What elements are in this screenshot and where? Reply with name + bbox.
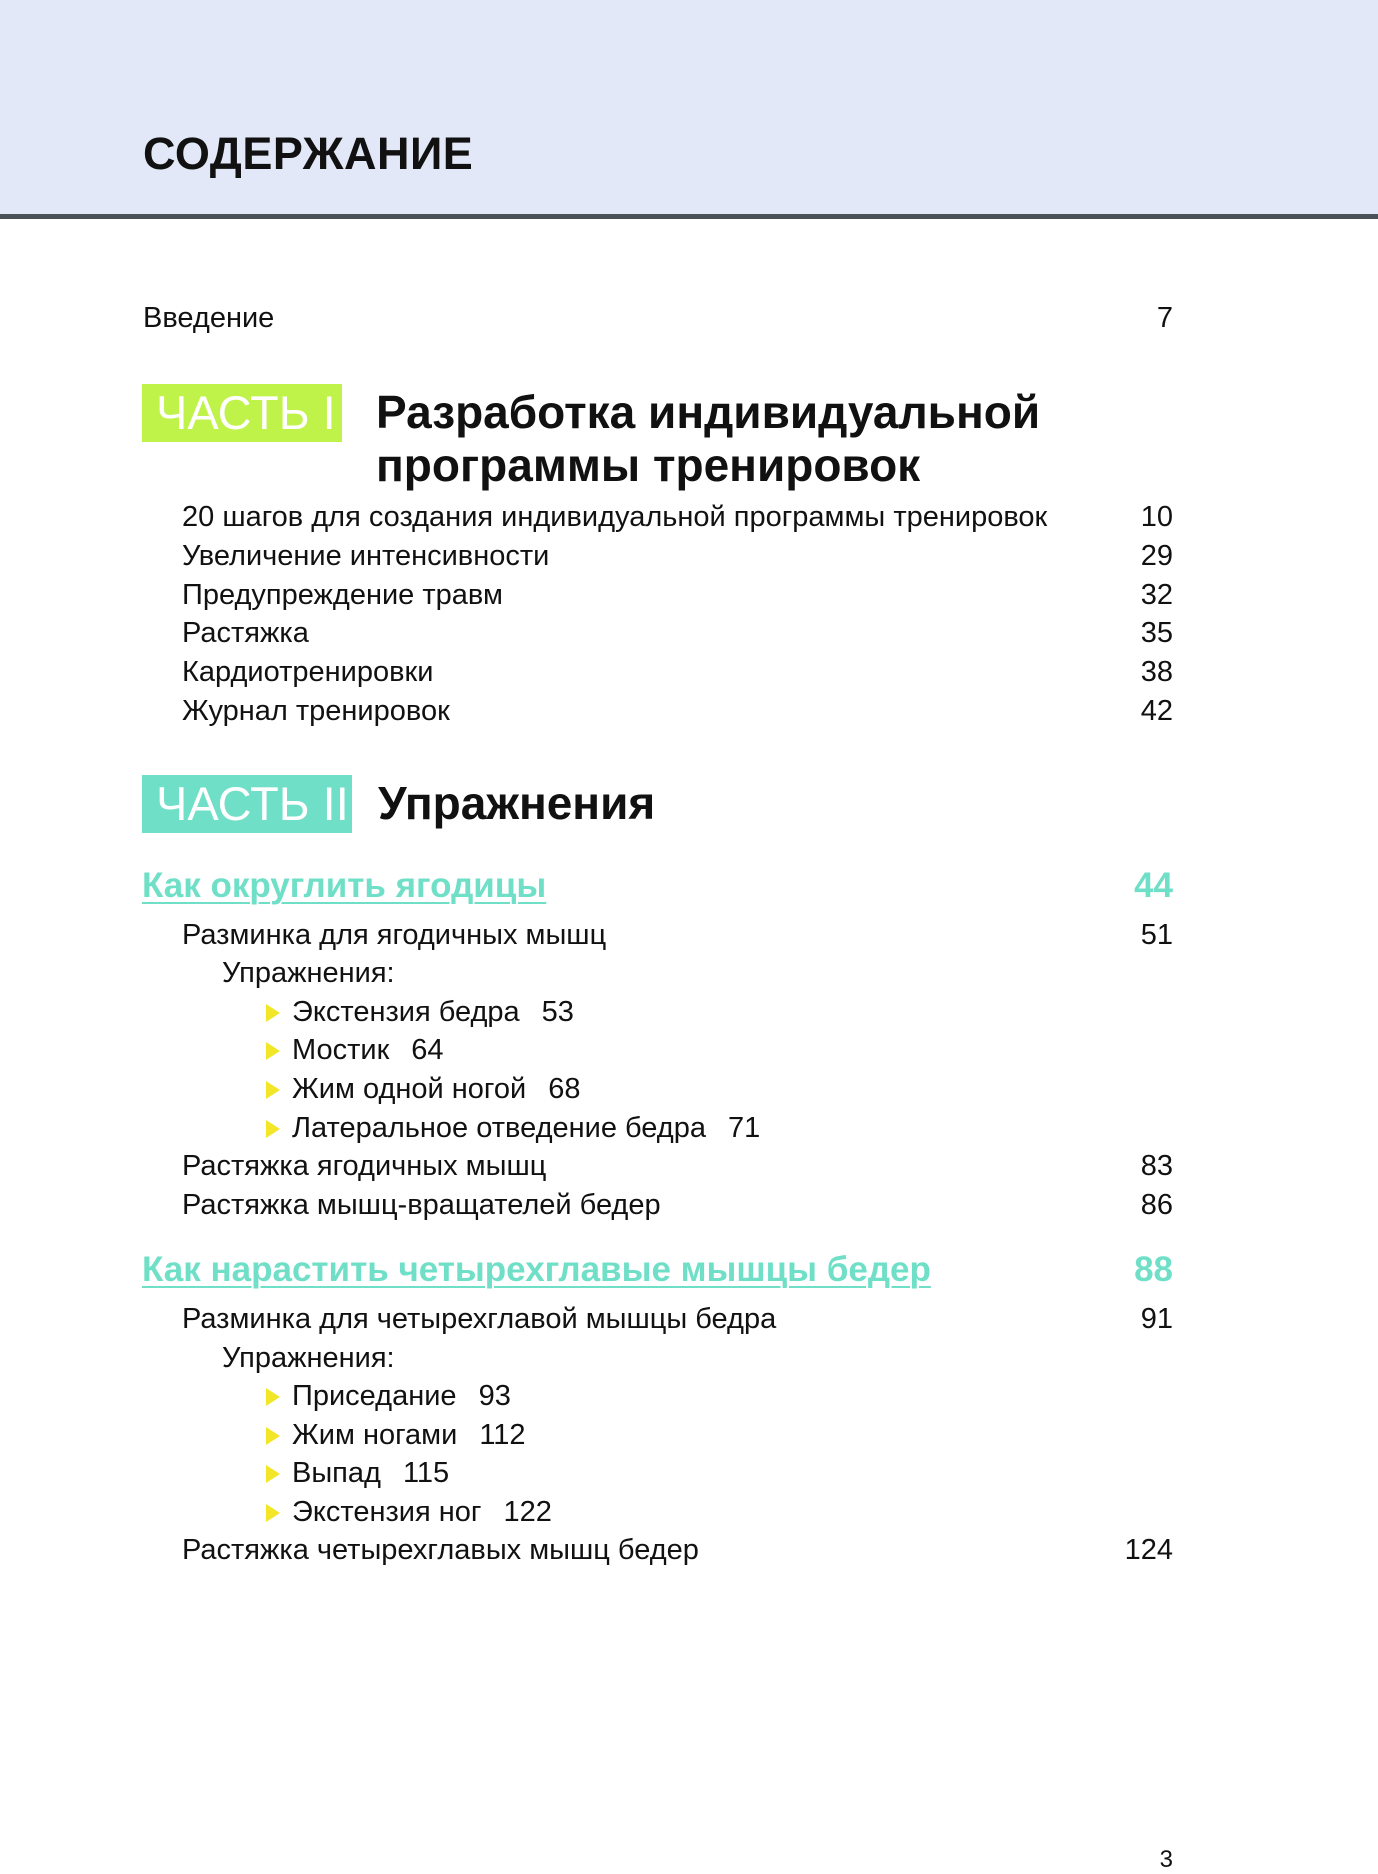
triangle-bullet-icon — [266, 1427, 280, 1445]
toc-entry[interactable]: 20 шагов для создания индивидуальной программы тренировок — [182, 501, 1048, 533]
toc-entry-warmup[interactable]: Разминка для четырехглавой мышцы бедра — [182, 1303, 777, 1335]
triangle-bullet-icon — [266, 1004, 280, 1022]
toc-page: 51 — [1140, 919, 1173, 951]
toc-page: 86 — [1140, 1189, 1173, 1221]
toc-page: 83 — [1140, 1150, 1173, 1182]
part1-title-line2: программы тренировок — [376, 439, 921, 491]
toc-page: 35 — [1140, 617, 1173, 649]
toc-page: 42 — [1140, 695, 1173, 727]
part1-badge: ЧАСТЬ I — [142, 384, 342, 442]
exercise-item[interactable]: Экстензия бедра 53 — [266, 995, 574, 1029]
triangle-bullet-icon — [266, 1504, 280, 1522]
footer-page-number: 3 — [1159, 1846, 1173, 1873]
toc-page: 124 — [1124, 1534, 1173, 1566]
toc-entry-stretch[interactable]: Растяжка четырехглавых мышц бедер — [182, 1534, 699, 1566]
exercises-label: Упражнения: — [222, 957, 395, 989]
triangle-bullet-icon — [266, 1081, 280, 1099]
toc-entry[interactable]: Журнал тренировок — [182, 695, 450, 727]
section-page: 44 — [1134, 866, 1173, 905]
toc-page: 32 — [1140, 579, 1173, 611]
toc-entry-stretch[interactable]: Растяжка мышц-вращателей бедер — [182, 1189, 661, 1221]
toc-entry[interactable]: Кардиотренировки — [182, 656, 434, 688]
exercise-item[interactable]: Латеральное отведение бедра 71 — [266, 1111, 760, 1145]
exercise-item[interactable]: Выпад 115 — [266, 1456, 449, 1490]
toc-page: 38 — [1140, 656, 1173, 688]
toc-entry-intro[interactable]: Введение — [143, 302, 275, 334]
toc-entry[interactable]: Растяжка — [182, 617, 309, 649]
section-heading[interactable]: Как округлить ягодицы — [142, 866, 547, 905]
toc-entry-stretch[interactable]: Растяжка ягодичных мышц — [182, 1150, 547, 1182]
exercise-item[interactable]: Экстензия ног 122 — [266, 1495, 552, 1529]
toc-page: 10 — [1140, 501, 1173, 533]
triangle-bullet-icon — [266, 1388, 280, 1406]
toc-entry[interactable]: Увеличение интенсивности — [182, 540, 550, 572]
toc-page: 29 — [1140, 540, 1173, 572]
header-band — [0, 0, 1378, 219]
exercise-item[interactable]: Жим ногами 112 — [266, 1418, 526, 1452]
part1-title-line1: Разработка индивидуальной — [376, 386, 1041, 438]
triangle-bullet-icon — [266, 1120, 280, 1138]
toc-entry-warmup[interactable]: Разминка для ягодичных мышц — [182, 919, 607, 951]
part2-badge: ЧАСТЬ II — [142, 775, 352, 833]
page-title: СОДЕРЖАНИЕ — [143, 128, 474, 179]
part2-title: Упражнения — [378, 777, 656, 829]
triangle-bullet-icon — [266, 1042, 280, 1060]
exercise-item[interactable]: Жим одной ногой 68 — [266, 1072, 580, 1106]
exercises-label: Упражнения: — [222, 1342, 395, 1374]
exercise-item[interactable]: Мостик 64 — [266, 1033, 444, 1067]
toc-entry[interactable]: Предупреждение травм — [182, 579, 503, 611]
section-page: 88 — [1134, 1250, 1173, 1289]
triangle-bullet-icon — [266, 1465, 280, 1483]
exercise-item[interactable]: Приседание 93 — [266, 1379, 511, 1413]
section-heading[interactable]: Как нарастить четырехглавые мышцы бедер — [142, 1250, 931, 1289]
toc-page-intro: 7 — [1156, 302, 1173, 334]
toc-page: 91 — [1140, 1303, 1173, 1335]
